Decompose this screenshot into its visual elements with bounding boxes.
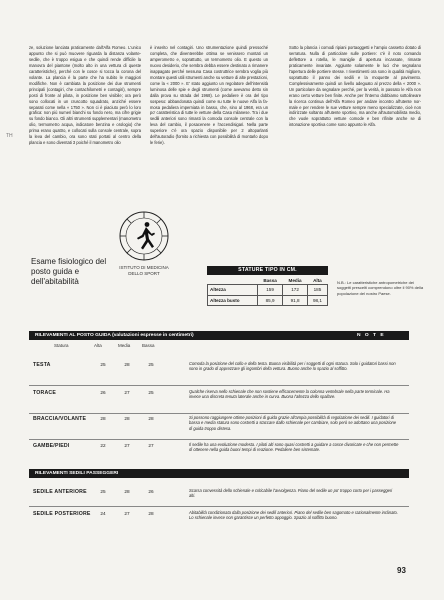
value-media: 27 (124, 511, 130, 516)
section-heading: Esame fisiologico del posto guida e dell'abitabilità (31, 257, 107, 286)
row-label: GAMBE/PIEDI (33, 443, 70, 449)
row-note: Scarsa convessità dello schienale e criticabile l'avvolgenza. Piano del sedile un po' troppo corto per i passeggeri alti. (189, 488, 393, 499)
column-3-text: Sotto la plancia i comodi ripiani portaoggetti e l'ampio cassetto dotato di serratura. Nulla di particolare sulle portiere: c'è il noto comando deflettore a rotella, le maniglie di apertura incassate, rimaste praticamente invariate. Aggiunte solamente le luci che segnalano l'apertura delle portiere stesse. I rivestimenti ora sono in qualità migliore, soprattutto il panno dei sedili e la moquette al pavimento. Complessivamente quindi un livello adeguato al prezzo della « 2000 ». Un particolare da segnalare perché, per la verità, in passato le Alfa non erano certo vetture ben finite. Anche per l'interno dobbiamo sottolineare la ricerca continua dell'Alfa Romeo per andare incontro all'utente normale e per rendere le sue vetture sempre meno specializzate, cioè non indirizzate soltanto all'utente sportivo, ma anche all'automobilista medio, che vuole soprattutto vetture comode e ben rifinite anche se di intonazione sportiva come sono appunto le Alfa. (289, 45, 421, 128)
column-header-media: Media (118, 343, 131, 348)
stature-cell: 98,1 (307, 295, 327, 306)
stature-cell: 91,8 (283, 295, 308, 306)
section2-title: RILEVAMENTI SEDILI PASSEGGERI (35, 471, 119, 476)
row-note: Il sedile ha una evoluzione modesta. I piloti alti sono quasi costretti a guidare a cosce divaricate e che non permette di ottenere nella guida buoni tempi di reazione. Pedaliere ben sistemate. (189, 442, 399, 453)
row-label: SEDILE POSTERIORE (33, 511, 91, 517)
column-header-bassa: Bassa (142, 343, 155, 348)
stature-row-label: Altezza (208, 285, 258, 296)
stature-cell: 185 (307, 285, 327, 296)
stature-cell: 85,9 (257, 295, 282, 306)
row-label: TESTA (33, 362, 51, 368)
value-bassa: 25 (148, 362, 154, 367)
stature-row-label: Altezza busto (208, 295, 258, 306)
value-bassa: 27 (148, 443, 154, 448)
stature-row-altezza (208, 285, 328, 296)
row-note: Abitabilità condizionata dalla posizione dei sedili anteriori. Piano del sedile ben sagomato e razionalmente inclinato. Lo schienale invece non garantisce un perfetto appoggio. Spazio al soffitto buono. (189, 510, 398, 521)
stature-header-blank (208, 277, 258, 285)
passenger-seat-measurements-bar (29, 469, 409, 478)
column-1-text: ze, soluzione lanciata praticamente dall'Alfa Romeo. L'unico appunto che si può muovere riguarda la distanza volante-sedile, che è troppo esigua e che quindi rende difficile la manovra del piantone (molto alto in una vettura di queste caratteristiche), perché con le cosce si tocca la corona del volante. La plancia è la parte che ha subito le maggiori modifiche. Non è cambiata la posizione dei due strumenti principali (contagiri, che contachilometri e contagiri), sempre posti di fronte al pilota, in posizione ben visibile; ora però sono collocati in un cruscotto squadrato, anziché essere separati come nella « 1750 ». Non ci è piaciuto però lo loro grafica: non più numeri bianchi su fondo nero, ma cifre grigie su fondo bianco. Gli altri strumenti supplementari (manometro olio, termometro acqua, indicatore benzina e orologio) che prima erano quattro, e collocati sulla console centrale, sopra la leva del cambio, ora sono stati portati al centro della plancia e sono diventati 3 poiché il manometro olio (29, 45, 141, 146)
value-media: 28 (124, 362, 130, 367)
stature-header-alta: Alta (313, 278, 322, 283)
value-alta: 26 (100, 390, 106, 395)
value-media: 28 (124, 416, 130, 421)
stature-table-title: STATURE TIPO IN CM. (207, 266, 328, 275)
margin-mark: TH (6, 133, 13, 139)
row-divider (29, 413, 409, 414)
row-label: SEDILE ANTERIORE (33, 489, 87, 495)
column-2-text: è inserito nel contagiri. Uno strumentazione quindi pressoché completa, che diventerebbe ottima se venissero montati un amperometro e, soprattutto, un termometro olio. E questo un nuovo desiderio, che sembra debba essere destinato a rimanere inappagato perché nessuna Casa costruttrice sembra voglia più montare questi utili strumenti anche su vetture di alte prestazioni, come la « 2000 ». E' stato aggiunto un regolatore dell'intensità luminosa delle spie e degli strumenti (come avevamo detto sin dalla prova su strada del 1968). Le pedaliere è ora del tipo sospeso: abbandonata quindi come su tutte le nuove Alfa la famosa pedaliera imperniata in basso, che, sino al 1968, era un po' caratteristica di tutte le vetture della Casa milanese. Tra i due sedili anteriori sono rimasti la comoda console centrale con la leva del cambio, il posacenere e l'accendisigari. Nella parte superiore c'è ora spazio disponibile per 2 altoparlanti dell'autoradio (fornito a richiesta con possibilità di montarlo dopo le ferie). (150, 45, 268, 146)
value-alta: 28 (100, 416, 106, 421)
value-alta: 25 (100, 362, 106, 367)
row-note: Si possono raggiungere ottime posizioni di guida grazie all'ampia possibilità di regolazione dei sedili. I guidatori di bassa e media statura sono costretti a staccare dallo schienale per cambiare, solo però se adottano una posizione di guida troppo distesa. (189, 415, 397, 431)
notes-label: N O T E (357, 333, 386, 338)
row-divider (29, 385, 409, 386)
row-note: Comoda la posizione del collo e della testa. Buona visibilità per i soggetti di ogni statura. Solo i guidatori bassi non sono in grado di apprezzare gli ingombri della vettura. Buono anche lo spazio al soffitto. (189, 361, 396, 372)
stature-table (207, 277, 328, 306)
article-column-2 (150, 45, 268, 146)
column-header-statura: Statura (54, 343, 69, 348)
row-note: Qualche riserva nello schienale che non sostiene efficacemente la colonna vertebrale nella parte terminale. Ha invece una discreta tenuta laterale anche in curva. Buona l'altezza dello spallare. (189, 389, 390, 400)
column-header-alta: Alta (94, 343, 102, 348)
driver-seat-measurements-bar (29, 331, 409, 340)
row-label: TORACE (33, 390, 57, 396)
value-bassa: 26 (148, 489, 154, 494)
row-divider (29, 439, 409, 440)
value-bassa: 25 (148, 390, 154, 395)
row-label: BRACCIA/VOLANTE (33, 416, 87, 422)
stature-cell: 172 (283, 285, 308, 296)
page-number: 93 (397, 566, 406, 575)
value-alta: 24 (100, 511, 106, 516)
section1-title: RILEVAMENTI AL POSTO GUIDA (valutazioni espresse in centimetri) (35, 333, 194, 338)
stature-header-bassa: Bassa (263, 278, 277, 283)
value-media: 28 (124, 489, 130, 494)
article-column-1 (29, 45, 141, 146)
value-bassa: 28 (148, 416, 154, 421)
value-bassa: 28 (148, 511, 154, 516)
stature-note: N.B.: Le caratteristiche antropometriche dei soggetti prescelti comprendono oltre il 90% della popolazione del nostro Paese. (337, 280, 424, 296)
value-media: 27 (124, 390, 130, 395)
value-media: 27 (124, 443, 130, 448)
article-column-3 (289, 45, 421, 128)
row-divider (29, 506, 409, 507)
stature-cell: 159 (257, 285, 282, 296)
value-alta: 22 (100, 443, 106, 448)
stature-row-busto (208, 295, 328, 306)
stature-header-media: Media (288, 278, 302, 283)
sports-medicine-logo-icon (118, 210, 170, 262)
logo-caption: ISTITUTO DI MEDICINA DELLO SPORT (119, 265, 169, 276)
value-alta: 25 (100, 489, 106, 494)
stature-header-row (208, 277, 328, 285)
